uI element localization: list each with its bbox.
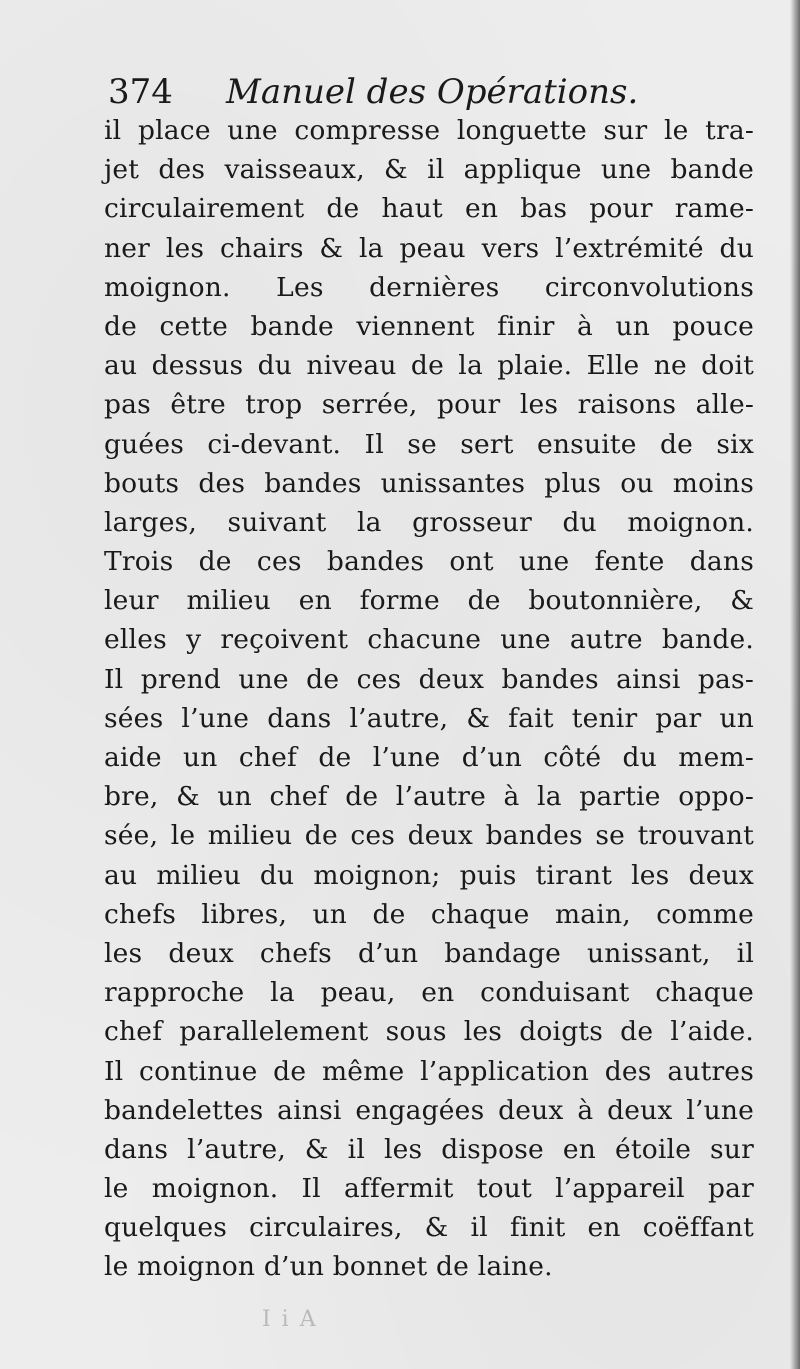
text-line: sée, le milieu de ces deux bandes se trouvant — [104, 820, 754, 852]
text-line: leur milieu en forme de boutonnière, & — [104, 585, 754, 617]
text-line: aide un chef de l’une d’un côté du mem- — [104, 742, 754, 773]
text-line: ner les chairs & la peau vers l’extrémité du — [104, 232, 754, 264]
page-number: 374 — [108, 72, 173, 112]
text-line: sées l’une dans l’autre, & fait tenir par un — [104, 702, 754, 734]
text-line: chef parallelement sous les doigts de l’aide. — [104, 1016, 754, 1048]
text-line: Trois de ces bandes ont une fente dans — [104, 546, 754, 578]
text-line: de cette bande viennent finir à un pouce — [104, 310, 754, 342]
text-line: bandelettes ainsi engagées deux à deux l’une — [104, 1094, 754, 1126]
text-line: circulairement de haut en bas pour rame- — [104, 193, 754, 225]
text-line: le moignon. Il affermit tout l’appareil par — [104, 1173, 754, 1205]
text-line: les deux chefs d’un bandage unissant, il — [104, 937, 754, 969]
text-line: au milieu du moignon; puis tirant les deux — [104, 859, 754, 891]
text-line: elles y reçoivent chacune une autre bande. — [104, 624, 754, 656]
text-line: le moignon d’un bonnet de laine. — [104, 1251, 553, 1283]
text-line: chefs libres, un de chaque main, comme — [104, 898, 754, 930]
text-line: bre, & un chef de l’autre à la partie oppo- — [104, 781, 754, 813]
text-line: bouts des bandes unissantes plus ou moins — [104, 467, 754, 499]
text-line: jet des vaisseaux, & il applique une bande — [104, 154, 754, 186]
text-line: rapproche la peau, en conduisant chaque — [104, 977, 754, 1009]
text-line: pas être trop serrée, pour les raisons alle- — [104, 389, 754, 421]
signature-mark: I i A — [262, 1307, 318, 1332]
page-header — [108, 72, 638, 112]
text-line: larges, suivant la grosseur du moignon. — [104, 506, 754, 538]
text-line: quelques circulaires, & il finit en coëffant — [104, 1212, 754, 1244]
text-line: il place une compresse longuette sur le tra- — [104, 115, 754, 146]
text-line: Il continue de même l’application des autres — [104, 1055, 754, 1087]
running-title: Manuel des Opérations. — [226, 72, 639, 112]
body-text — [104, 111, 754, 1287]
text-line: Il prend une de ces deux bandes ainsi pas- — [104, 663, 754, 695]
text-line: guées ci-devant. Il se sert ensuite de six — [104, 428, 754, 460]
page-edge-shadow — [790, 0, 800, 1369]
text-line: moignon. Les dernières circonvolutions — [104, 271, 754, 303]
text-line: au dessus du niveau de la plaie. Elle ne doit — [104, 350, 754, 382]
text-line: dans l’autre, & il les dispose en étoile sur — [104, 1133, 754, 1165]
